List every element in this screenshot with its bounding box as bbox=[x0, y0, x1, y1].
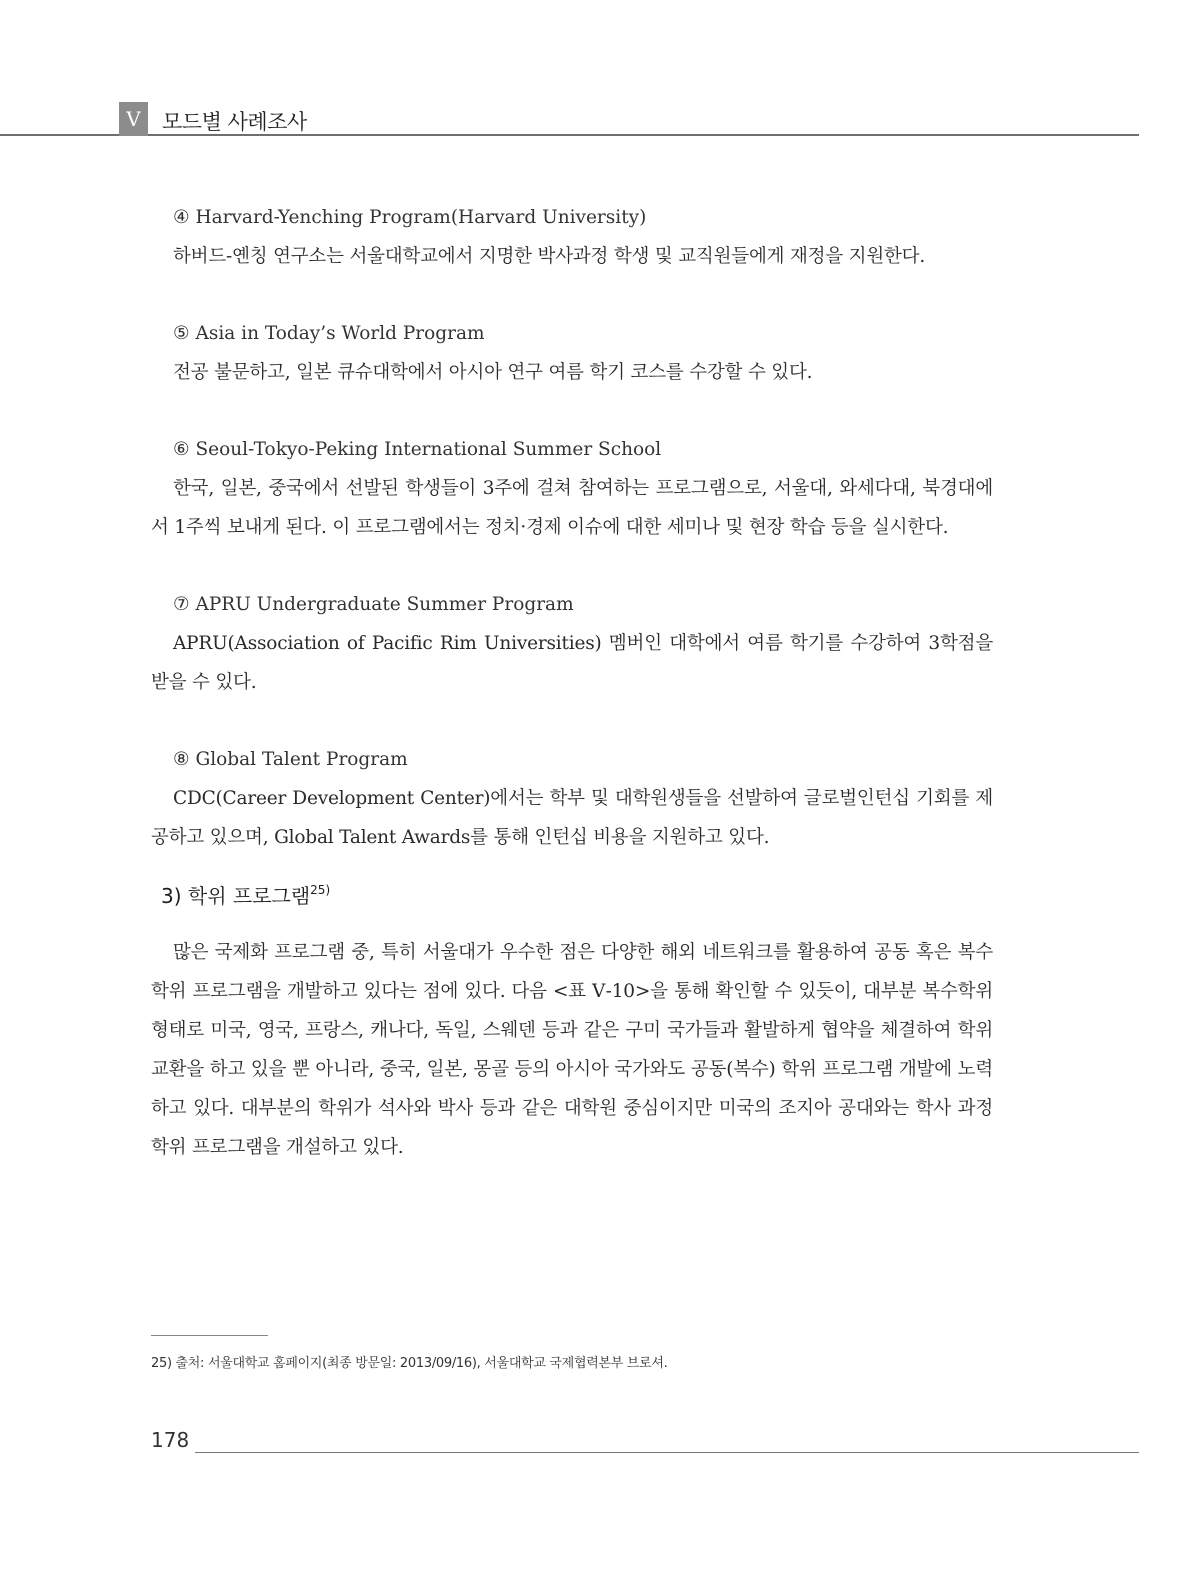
program-description: 전공 불문하고, 일본 큐슈대학에서 아시아 연구 여름 학기 코스를 수강할 수 있다. bbox=[173, 362, 813, 383]
program-item-6 bbox=[151, 430, 993, 547]
page-number: 178 bbox=[151, 1428, 190, 1452]
program-heading: ⑦ APRU Undergraduate Summer Program bbox=[173, 594, 574, 615]
program-description: 한국, 일본, 중국에서 선발된 학생들이 3주에 걸쳐 참여하는 프로그램으로, 서울대, 와세다대, 북경대에서 1주씩 보내게 된다. 이 프로그램에서는 정치·경제 이슈에 대한 세미나 및 현장 학습 등을 실시한다. bbox=[151, 478, 993, 538]
program-heading: ④ Harvard-Yenching Program(Harvard University) bbox=[173, 207, 647, 228]
program-heading: ⑧ Global Talent Program bbox=[173, 749, 408, 770]
section-title: 3) 학위 프로그램 bbox=[161, 884, 311, 908]
footnote-ref[interactable]: 25) bbox=[310, 883, 331, 897]
program-heading: ⑤ Asia in Today’s World Program bbox=[173, 323, 485, 344]
footnote: 25) 출처: 서울대학교 홈페이지(최종 방문일: 2013/09/16), 서울대학교 국제협력본부 브로셔. bbox=[151, 1356, 668, 1371]
program-item-4 bbox=[151, 198, 993, 276]
page-body bbox=[151, 198, 993, 1167]
chapter-number-badge: Ⅴ bbox=[119, 102, 148, 136]
section-heading bbox=[161, 875, 993, 911]
section-paragraph: 많은 국제화 프로그램 중, 특히 서울대가 우수한 점은 다양한 해외 네트워크를 활용하여 공동 혹은 복수 학위 프로그램을 개발하고 있다는 점에 있다. 다음 <표 Ⅴ-10>을 통해 확인할 수 있듯이, 대부분 복수학위 형태로 미국, 영국, 프랑스, 캐나다, 독일, 스웨덴 등과 같은 구미 국가들과 활발하게 협약을 체결하여 학위 교환을 하고 있을 뿐 아니라, 중국, 일본, 몽골 등의 아시아 국가와도 공동(복수) 학위 프로그램 개발에 노력하고 있다. 대부분의 학위가 석사와 박사 등과 같은 대학원 중심이지만 미국의 조지아 공대와는 학사 과정 학위 프로그램을 개설하고 있다. bbox=[151, 942, 993, 1158]
program-item-7 bbox=[151, 585, 993, 702]
program-item-5 bbox=[151, 314, 993, 392]
program-heading: ⑥ Seoul-Tokyo-Peking International Summer School bbox=[173, 439, 662, 460]
footer-rule bbox=[195, 1452, 1139, 1453]
footnote-rule bbox=[151, 1335, 268, 1336]
program-description: CDC(Career Development Center)에서는 학부 및 대학원생들을 선발하여 글로벌인턴십 기회를 제공하고 있으며, Global Talent Awards를 통해 인턴십 비용을 지원하고 있다. bbox=[151, 788, 993, 848]
program-item-8 bbox=[151, 740, 993, 857]
program-description: APRU(Association of Pacific Rim Universities) 멤버인 대학에서 여름 학기를 수강하여 3학점을 받을 수 있다. bbox=[151, 633, 993, 693]
program-description: 하버드-옌칭 연구소는 서울대학교에서 지명한 박사과정 학생 및 교직원들에게 재정을 지원한다. bbox=[173, 246, 926, 267]
chapter-title: 모드별 사례조사 bbox=[162, 110, 307, 134]
